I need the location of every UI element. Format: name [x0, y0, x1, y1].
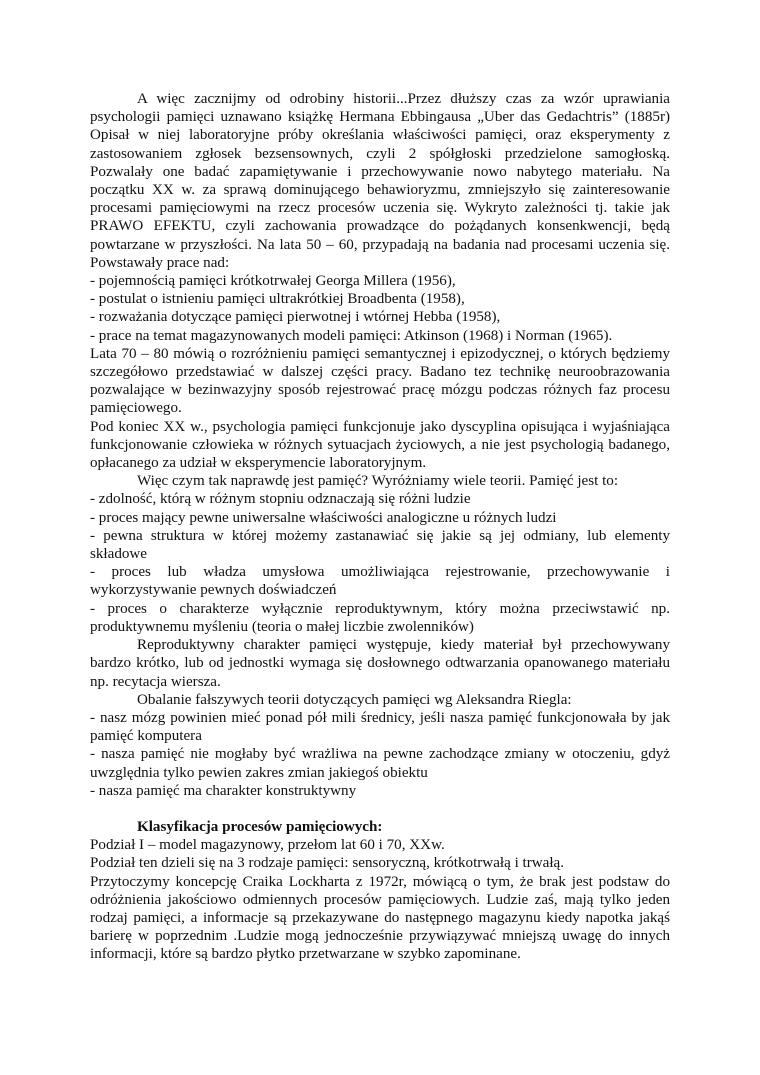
- paragraph-what-is-memory: [90, 472, 670, 490]
- text-line: powtarzane w przyszłości. Na lata 50 – 60, przypadają na badania nad procesami uczenia się.: [90, 236, 670, 253]
- text-line: PRAWO EFEKTU, czyli zachowania prowadzące do pożądanych konsenkwencji, będą: [90, 218, 670, 235]
- text-line: odróżnienia jakościowo odmiennych procesów pamięciowych. Ludzie zaś, mają tylko jeden: [90, 891, 670, 908]
- paragraph-history: [90, 90, 670, 272]
- list-item: pamięć komputera: [90, 728, 202, 745]
- text-line: Lata 70 – 80 mówią o rozróżnieniu pamięci semantycznej i epizodycznej, o których będziemy: [90, 345, 670, 362]
- text-line: Reproduktywny charakter pamięci występuje, kiedy materiał był przechowywany: [137, 637, 670, 654]
- text-line: bardzo krótko, lub od jednostki wymaga się dosłownego odtwarzania opanowanego materiału: [90, 655, 670, 672]
- list-research-works: [90, 272, 670, 345]
- list-memory-definitions: [90, 490, 670, 636]
- text-line: Pozwalały one badać zapamiętywanie i przechowywanie nowo nabytego materiału. Na: [90, 163, 670, 180]
- list-item: - pojemnością pamięci krótkotrwałej Georga Millera (1956),: [90, 273, 456, 290]
- list-item: - proces mający pewne uniwersalne właściwości analogiczne u różnych ludzi: [90, 509, 557, 526]
- list-false-theories: [90, 709, 670, 800]
- text-line: Przytoczymy koncepcję Craika Lockharta z 1972r, mówiącą o tym, że brak jest podstaw do: [90, 873, 670, 890]
- list-item: - nasza pamięć ma charakter konstruktywny: [90, 782, 357, 799]
- text-line: procesami pamięciowymi na rzecz procesów uczenia się. Wykryto zależności tj. takie jak: [90, 200, 670, 217]
- list-item: - pewna struktura w której możemy zastanawiać się jakie są jej odmiany, lub elementy: [90, 527, 670, 544]
- list-item: uwzględnia tylko pewien zakres zmian jakiegoś obiektu: [90, 764, 428, 781]
- text-line: szczegółowo przedstawiać w dalszej części pracy. Badano tez technikę neuroobrazowania: [90, 364, 670, 381]
- paragraph-riegl: [90, 691, 670, 709]
- text-line: Więc czym tak naprawdę jest pamięć? Wyróżniamy wiele teorii. Pamięć jest to:: [137, 473, 619, 490]
- text-line: pozwalające w bezinwazyjny sposób rejestrować pracę mózgu podczas różnych faz procesu: [90, 382, 670, 399]
- paragraph-end-xx: [90, 418, 670, 473]
- list-item: - zdolność, którą w różnym stopniu odznaczają się różni ludzie: [90, 491, 471, 508]
- text-line: psychologii pamięci uznawano książkę Hermana Ebbingausa „Uber das Gedachtris” (1885r): [90, 109, 670, 126]
- list-item: produktywnemu myśleniu (teoria o małej liczbie zwolenników): [90, 618, 474, 635]
- list-item: - proces lub władza umysłowa umożliwiająca rejestrowanie, przechowywanie i: [90, 564, 670, 581]
- text-line: Pod koniec XX w., psychologia pamięci funkcjonuje jako dyscyplina opisująca i wyjaśniająca: [90, 418, 670, 435]
- text-line: Podział ten dzieli się na 3 rodzaje pamięci: sensoryczną, krótkotrwałą i trwałą.: [90, 855, 565, 872]
- text-line: informacji, które są bardzo płytko przetwarzane w szybko zapominane.: [90, 946, 521, 963]
- list-item: - postulat o istnieniu pamięci ultrakrótkiej Broadbenta (1958),: [90, 291, 465, 308]
- section-heading: Klasyfikacja procesów pamięciowych:: [137, 818, 383, 835]
- text-line: początku XX w. za sprawą dominującego behawioryzmu, zmniejszyło się zainteresowanie: [90, 182, 670, 199]
- text-line: A więc zacznijmy od odrobiny historii...Przez dłuższy czas za wzór uprawiania: [137, 91, 670, 107]
- paragraph-classification: [90, 836, 670, 963]
- list-item: - nasz mózg powinien mieć ponad pół mili średnicy, jeśli nasza pamięć funkcjonowała by jak: [90, 709, 670, 726]
- text-line: Powstawały prace nad:: [90, 254, 230, 271]
- text-line: opłacanego za udział w eksperymencie laboratoryjnym.: [90, 455, 427, 472]
- list-item: składowe: [90, 546, 148, 563]
- text-line: pamięciowego.: [90, 400, 182, 417]
- text-line: zastosowaniem zgłosek bezsensownych, czyli 2 spółgłoski przedzielone samogłoską.: [90, 145, 670, 162]
- paragraph-70-80: [90, 345, 670, 418]
- list-item: - prace na temat magazynowanych modeli pamięci: Atkinson (1968) i Norman (1965).: [90, 327, 613, 344]
- text-line: funkcjonowanie człowieka w różnych sytuacjach życiowych, a nie jest psychologią badanego,: [90, 436, 670, 453]
- text-line: Obalanie fałszywych teorii dotyczących pamięci wg Aleksandra Riegla:: [137, 691, 572, 708]
- paragraph-gap: [90, 800, 670, 818]
- text-line: Podział I – model magazynowy, przełom lat 60 i 70, XXw.: [90, 837, 445, 854]
- text-line: np. recytacja wiersza.: [90, 673, 221, 690]
- text-line: rodzaj pamięci, a informacje są przekazywane do następnego magazynu kiedy napotka jakąś: [90, 909, 670, 926]
- list-item: - proces o charakterze wyłącznie reproduktywnym, który można przeciwstawić np.: [90, 600, 670, 617]
- list-item: - nasza pamięć nie mogłaby być wrażliwa na pewne zachodzące zmiany w otoczeniu, gdyż: [90, 746, 670, 763]
- list-item: wykorzystywanie pewnych doświadczeń: [90, 582, 337, 599]
- document-page: [90, 90, 670, 964]
- text-line: barierę w poprzednim .Ludzie mogą jednocześnie przywiązywać mniejszą uwagę do innych: [90, 928, 670, 945]
- list-item: - rozważania dotyczące pamięci pierwotnej i wtórnej Hebba (1958),: [90, 309, 501, 326]
- text-line: Opisał w niej laboratoryjne próby określania właściwości pamięci, oraz eksperymenty z: [90, 127, 670, 144]
- paragraph-reproductive: [90, 636, 670, 691]
